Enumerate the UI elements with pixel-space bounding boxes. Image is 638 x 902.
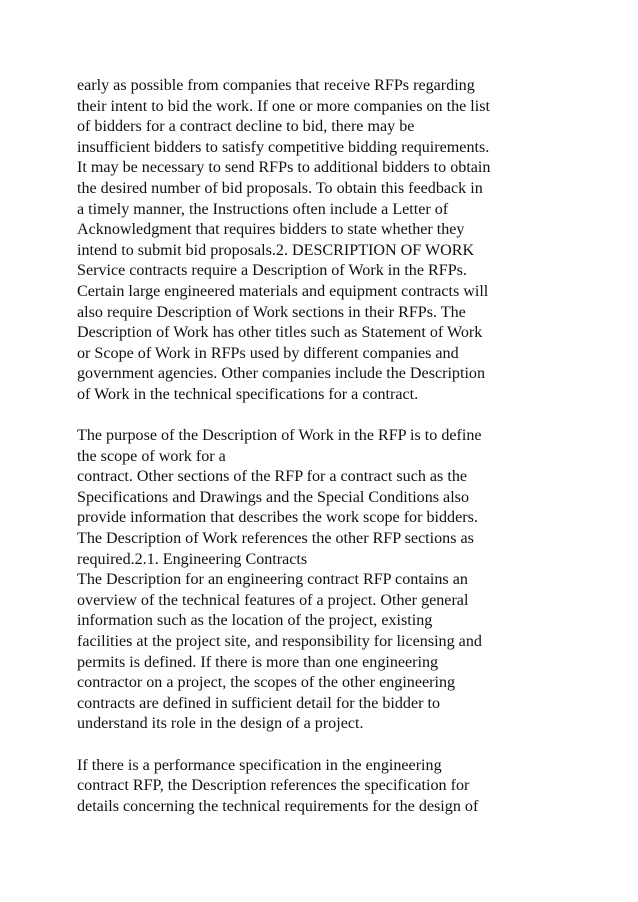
paragraph-break [77,735,577,756]
text-line: contractor on a project, the scopes of the other engineering [77,674,456,692]
text-line: Description of Work has other titles such as Statement of Work [77,324,483,342]
text-line: Service contracts require a Description of Work in the RFPs. [77,262,467,280]
text-line: or Scope of Work in RFPs used by different companies and [77,344,459,362]
text-line: provide information that describes the work scope for bidders. [77,509,478,527]
text-line: facilities at the project site, and responsibility for licensing and [77,633,482,651]
text-line: It may be necessary to send RFPs to additional bidders to obtain [77,159,491,177]
text-line: also require Description of Work sections in their RFPs. The [77,303,466,321]
text-line: a timely manner, the Instructions often include a Letter of [77,200,449,218]
text-line: government agencies. Other companies include the Description [77,365,486,383]
text-line: the scope of work for a [77,447,226,465]
text-line: their intent to bid the work. If one or more companies on the list [77,97,490,115]
text-line: The purpose of the Description of Work in the RFP is to define [77,427,482,445]
text-line: required.2.1. Engineering Contracts [77,550,308,568]
text-line: The Description of Work references the other RFP sections as [77,530,474,548]
text-line: If there is a performance specification in the engineering [77,756,442,774]
text-line: Specifications and Drawings and the Special Conditions also [77,488,469,506]
text-line: overview of the technical features of a project. Other general [77,591,469,609]
text-line: intend to submit bid proposals.2. DESCRIPTION OF WORK [77,241,475,259]
text-line: of bidders for a contract decline to bid, there may be [77,118,415,136]
text-line: contracts are defined in sufficient detail for the bidder to [77,694,441,712]
text-line: information such as the location of the project, existing [77,612,433,630]
text-line: contract RFP, the Description references the specification for [77,777,470,795]
text-line: understand its role in the design of a project. [77,715,364,733]
text-line: details concerning the technical requirements for the design of [77,797,479,815]
text-line: the desired number of bid proposals. To obtain this feedback in [77,179,483,197]
text-line: early as possible from companies that receive RFPs regarding [77,77,475,94]
text-line: Acknowledgment that requires bidders to state whether they [77,221,465,239]
text-line: insufficient bidders to satisfy competitive bidding requirements. [77,138,490,156]
text-line: contract. Other sections of the RFP for a contract such as the [77,468,468,486]
body-text [77,76,577,817]
paragraph-break [77,406,577,427]
text-line: The Description for an engineering contract RFP contains an [77,571,468,589]
text-line: permits is defined. If there is more than one engineering [77,653,439,671]
text-line: of Work in the technical specifications for a contract. [77,385,419,403]
text-line: Certain large engineered materials and equipment contracts will [77,282,489,300]
